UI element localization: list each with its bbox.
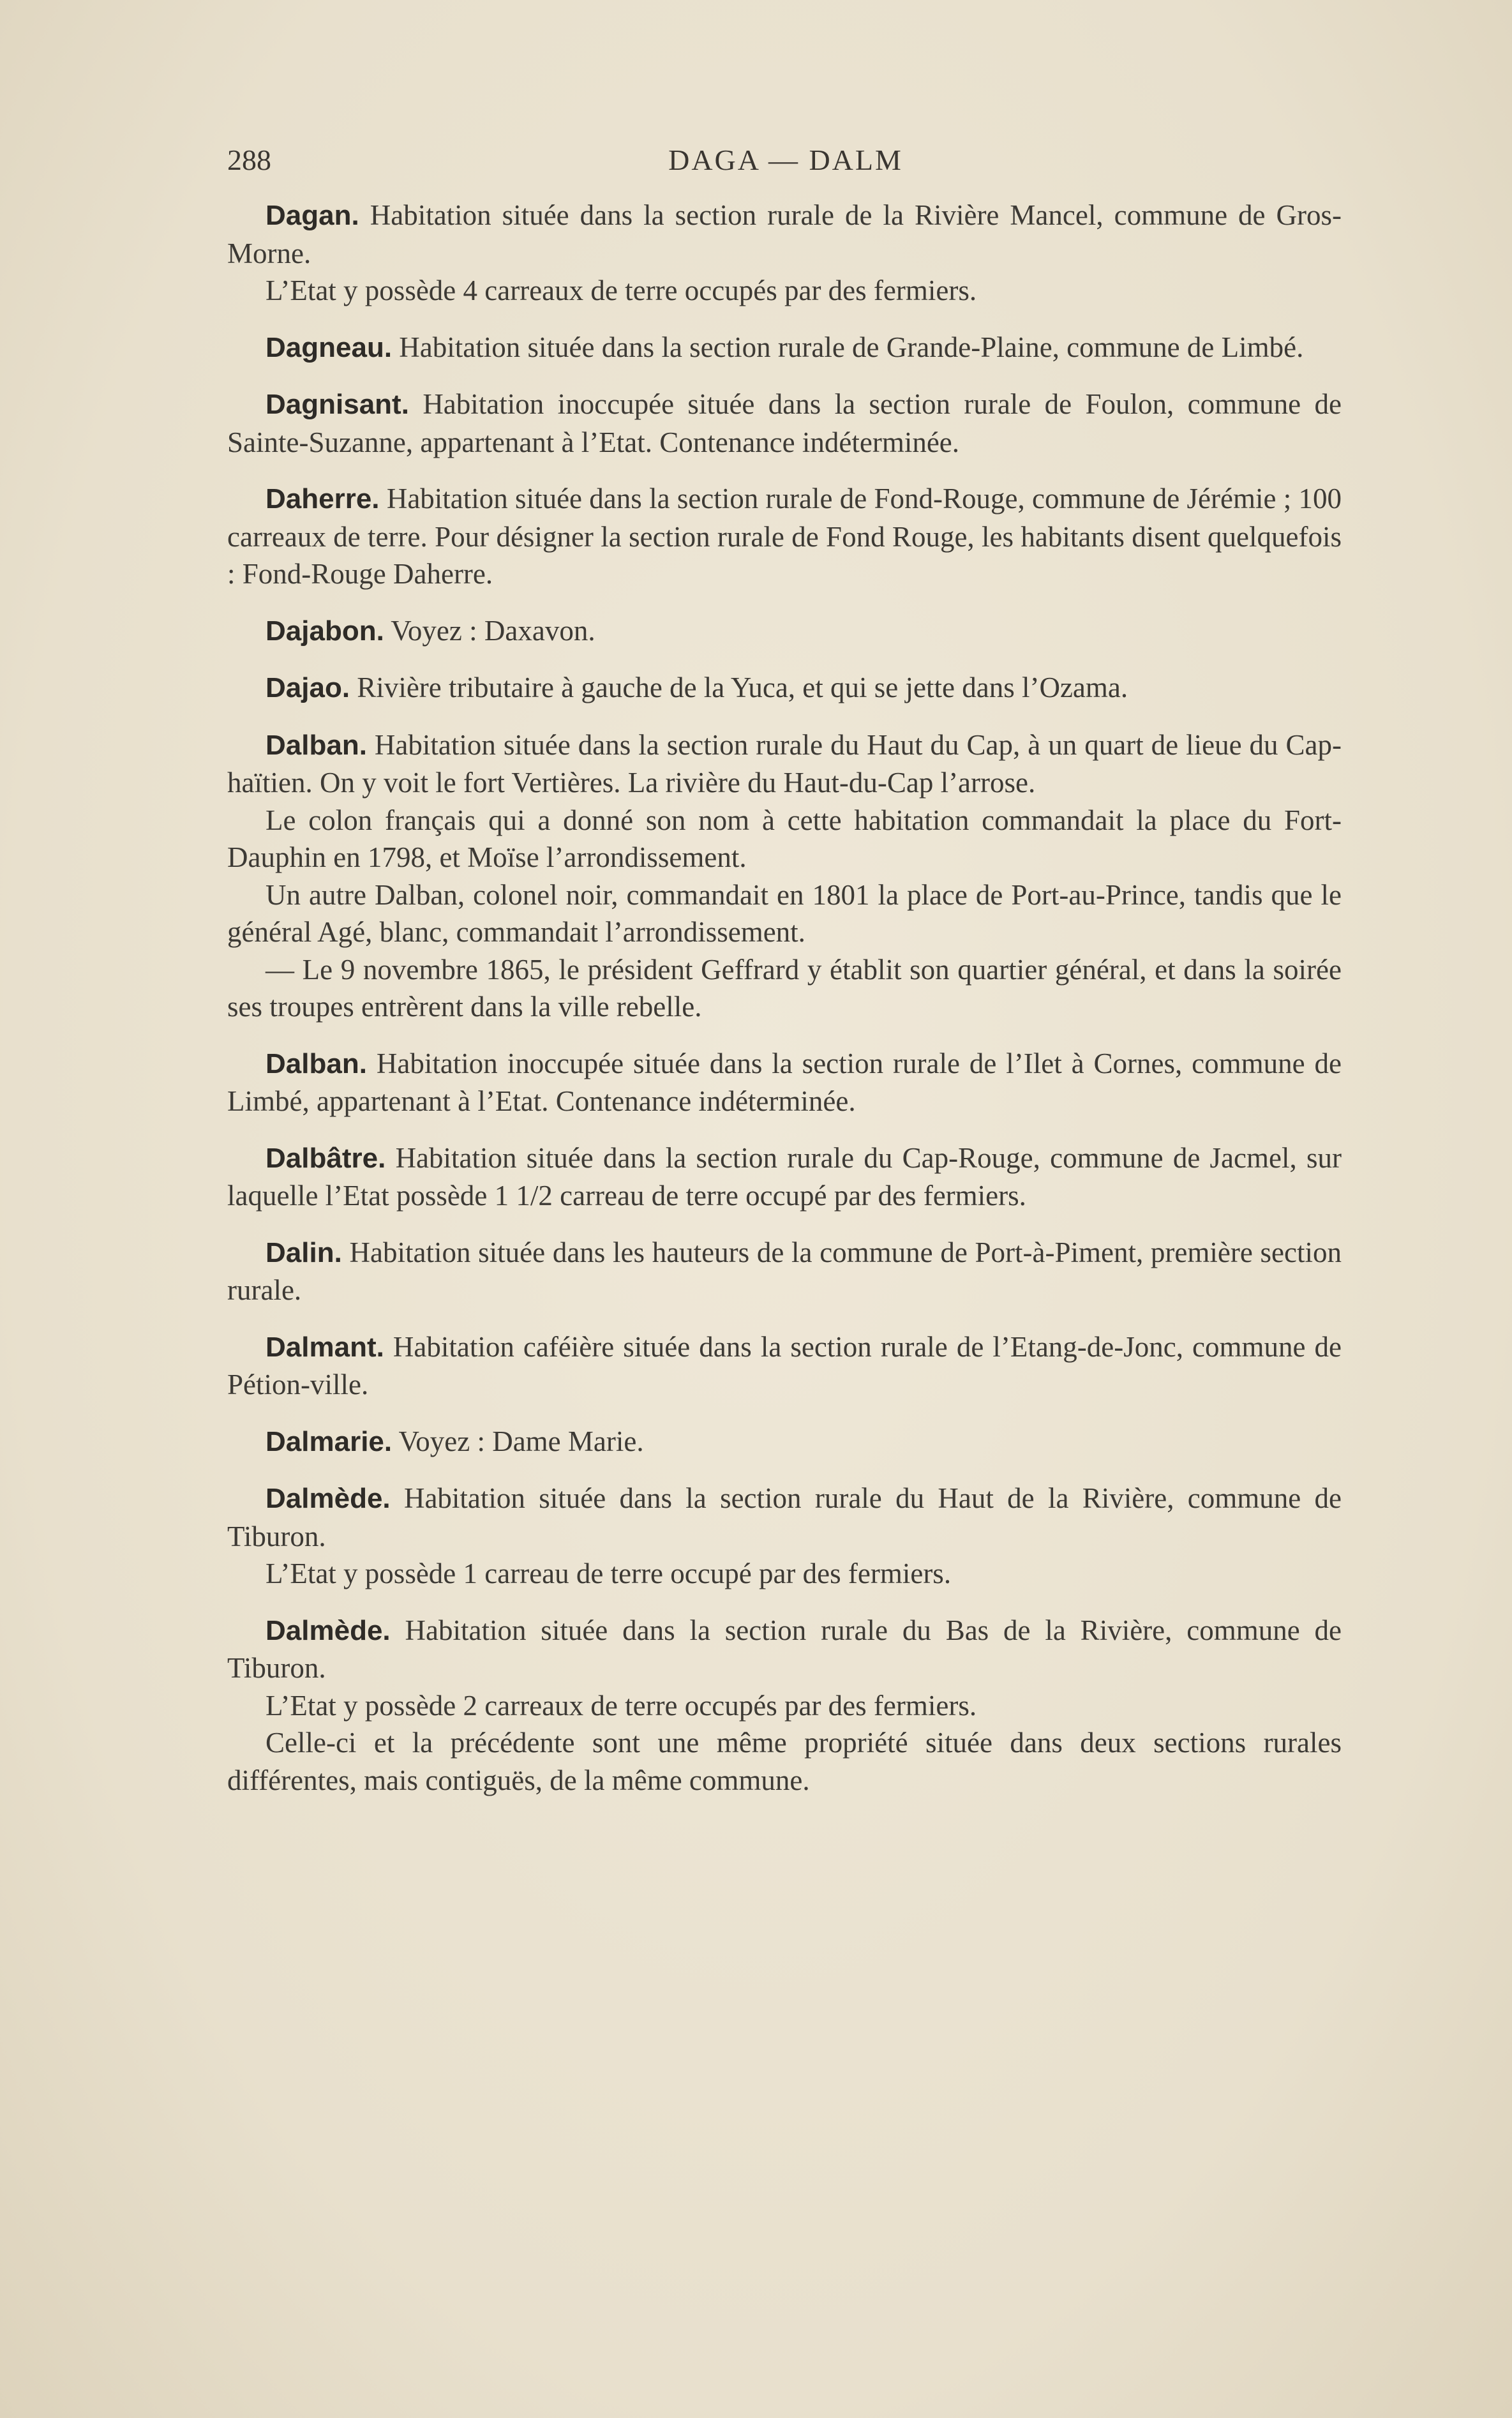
entry-headword: Dalmède. bbox=[266, 1483, 391, 1514]
entry bbox=[227, 329, 1342, 367]
entry-text: Habitation située dans la section rurale du Bas de la Rivière, commune de Tiburon. bbox=[227, 1614, 1342, 1684]
dictionary-entries bbox=[227, 197, 1342, 1818]
entry-text: Habitation caféière située dans la section rurale de l’Etang-de-Jonc, commune de Pétion-ville. bbox=[227, 1330, 1342, 1400]
entry-paragraph: — Le 9 novembre 1865, le président Geffrard y établit son quartier général, et dans la soirée ses troupes entrèrent dans la ville rebelle. bbox=[227, 953, 1342, 1023]
entry-headword: Dagneau. bbox=[266, 331, 393, 363]
running-head: DAGA — DALM bbox=[668, 144, 903, 176]
entry-text: Voyez : Daxavon. bbox=[391, 614, 595, 647]
entry bbox=[227, 612, 1342, 650]
entry bbox=[227, 480, 1342, 593]
entry-headword: Dalban. bbox=[266, 1048, 367, 1079]
entry-text: Habitation située dans la section rurale de la Rivière Mancel, commune de Gros-Morne. bbox=[227, 199, 1342, 269]
entry-paragraph: L’Etat y possède 4 carreaux de terre occupés par des fermiers. bbox=[266, 274, 977, 306]
entry bbox=[227, 197, 1342, 310]
page-number: 288 bbox=[227, 144, 271, 176]
entry-headword: Dalin. bbox=[266, 1236, 342, 1268]
entry-headword: Dalban. bbox=[266, 729, 367, 761]
entry-paragraph: L’Etat y possède 2 carreaux de terre occupés par des fermiers. bbox=[266, 1689, 977, 1722]
entry-text: Habitation située dans la section rurale du Haut du Cap, à un quart de lieue du Cap-haïtien. On y voit le fort Vertières. La rivière du Haut-du-Cap l’arrose. bbox=[227, 728, 1342, 799]
entry-headword: Dalmède. bbox=[266, 1614, 391, 1646]
entry-headword: Dajao. bbox=[266, 672, 350, 703]
entry-paragraph: Celle-ci et la précédente sont une même propriété située dans deux sections rurales différentes, mais contiguës, de la même commune. bbox=[227, 1727, 1342, 1796]
entry bbox=[227, 1234, 1342, 1309]
entry-headword: Daherre. bbox=[266, 483, 380, 514]
entry-headword: Dagnisant. bbox=[266, 389, 409, 420]
entry bbox=[227, 1328, 1342, 1404]
entry-paragraph: Un autre Dalban, colonel noir, commandait en 1801 la place de Port-au-Prince, tandis que le général Agé, blanc, commandait l’arrondissement. bbox=[227, 878, 1342, 948]
entry-text: Habitation située dans la section rurale du Haut de la Rivière, commune de Tiburon. bbox=[227, 1482, 1342, 1552]
entry bbox=[227, 1423, 1342, 1461]
entry-headword: Dalmant. bbox=[266, 1331, 384, 1363]
entry-text: Habitation située dans les hauteurs de la commune de Port-à-Piment, première section rurale. bbox=[227, 1236, 1342, 1306]
entry-text: Voyez : Dame Marie. bbox=[398, 1425, 644, 1457]
entry bbox=[227, 669, 1342, 707]
entry bbox=[227, 1139, 1342, 1215]
entry-paragraph: L’Etat y possède 1 carreau de terre occupé par des fermiers. bbox=[266, 1558, 952, 1589]
entry-headword: Dagan. bbox=[266, 200, 359, 231]
entry bbox=[227, 1612, 1342, 1799]
entry-text: Habitation située dans la section rurale de Grande-Plaine, commune de Limbé. bbox=[399, 331, 1304, 363]
page-header bbox=[227, 143, 1344, 181]
entry-headword: Dalbâtre. bbox=[266, 1142, 386, 1174]
entry bbox=[227, 1480, 1342, 1593]
entry-text: Habitation située dans la section rurale de Fond-Rouge, commune de Jérémie ; 100 carreaux de terre. Pour désigner la section rurale de Fond Rouge, les habitants disent quelquefois : Fond-Rouge Daherre. bbox=[227, 483, 1342, 590]
entry-text: Rivière tributaire à gauche de la Yuca, et qui se jette dans l’Ozama. bbox=[357, 672, 1128, 703]
entry bbox=[227, 386, 1342, 461]
entry-text: Habitation inoccupée située dans la section rurale de l’Ilet à Cornes, commune de Limbé, appartenant à l’Etat. Contenance indéterminée. bbox=[227, 1047, 1342, 1117]
entry-headword: Dajabon. bbox=[266, 615, 384, 647]
entry-text: Habitation située dans la section rurale du Cap-Rouge, commune de Jacmel, sur laquelle l’Etat possède 1 1/2 carreau de terre occupé par des fermiers. bbox=[227, 1141, 1342, 1212]
entry-paragraph: Le colon français qui a donné son nom à cette habitation commandait la place du Fort-Dauphin en 1798, et Moïse l’arrondissement. bbox=[227, 804, 1342, 873]
entry bbox=[227, 1045, 1342, 1120]
entry-headword: Dalmarie. bbox=[266, 1425, 393, 1457]
entry bbox=[227, 726, 1342, 1026]
entry-text: Habitation inoccupée située dans la section rurale de Foulon, commune de Sainte-Suzanne, appartenant à l’Etat. Contenance indéterminée. bbox=[227, 388, 1342, 458]
